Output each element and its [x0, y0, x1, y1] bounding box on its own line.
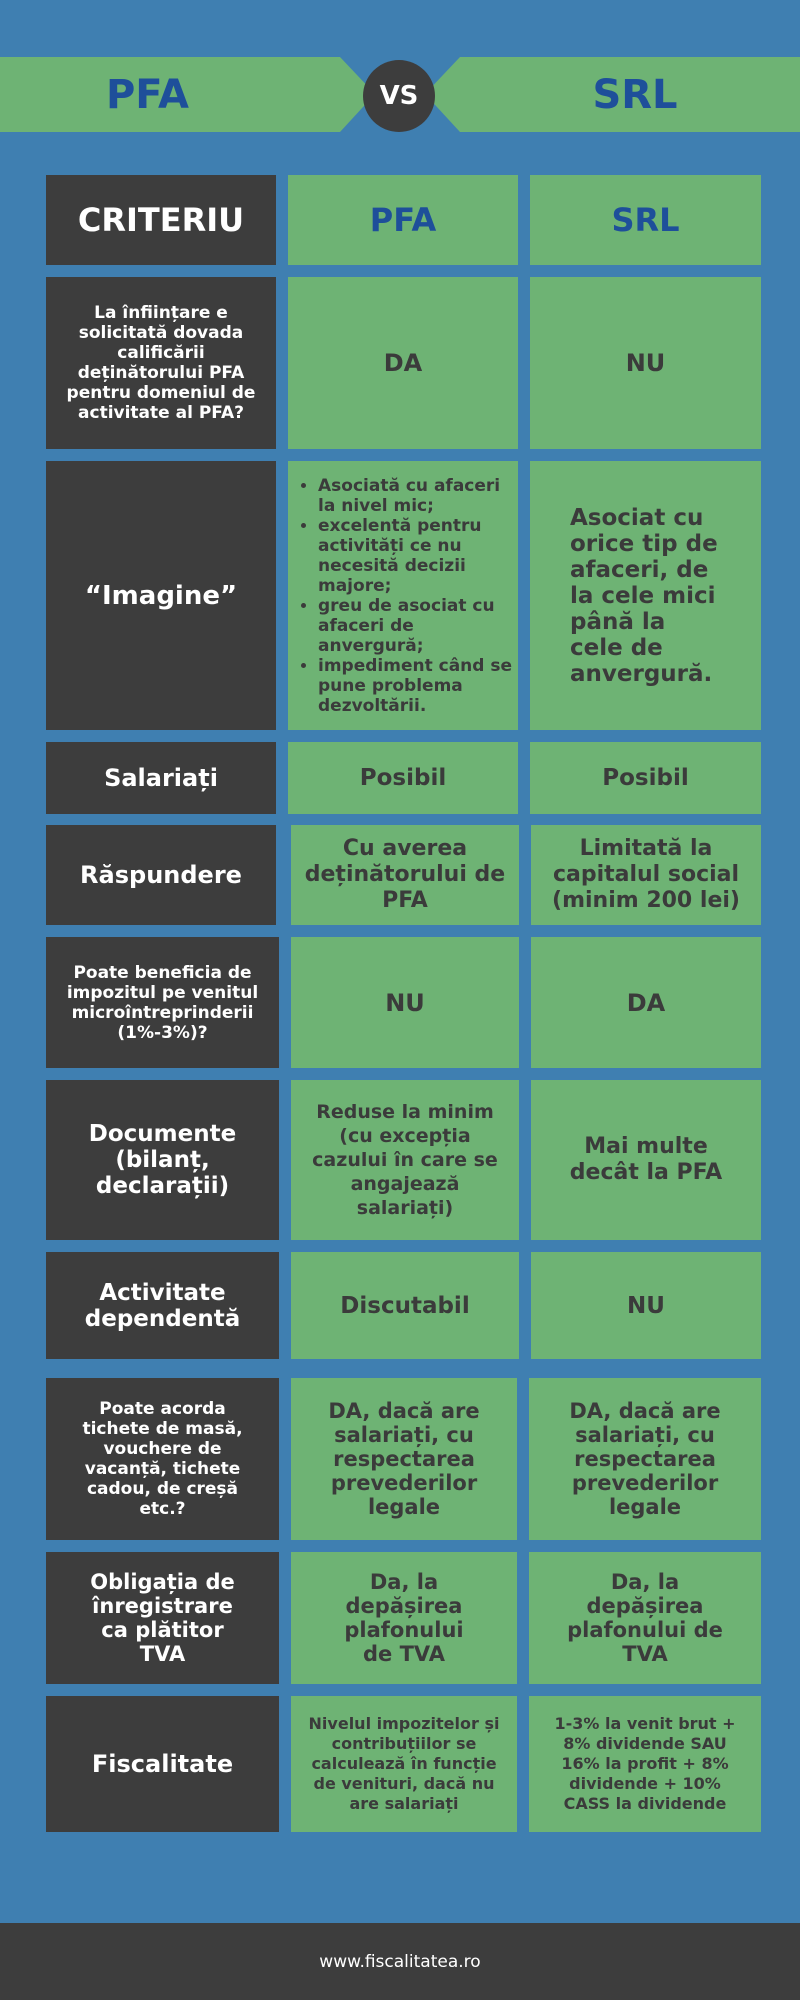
pfa-microintreprindere: NU: [291, 937, 519, 1068]
banner-pfa-title: PFA: [105, 72, 189, 118]
pfa-calificare: DA: [288, 277, 518, 449]
criterion-raspundere: Răspundere: [46, 825, 276, 925]
srl-documente: Mai multe decât la PFA: [531, 1080, 761, 1240]
criterion-tva: Obligația de înregistrare ca plătitor TVA: [46, 1552, 279, 1684]
list-item: • Asociată cu afaceri la nivel mic;: [318, 476, 514, 516]
criterion-calificare: La înființare e solicitată dovada calificării deținătorului PFA pentru domeniul de activitate al PFA?: [46, 277, 276, 449]
pfa-activitate-dependenta: Discutabil: [291, 1252, 519, 1359]
header-pfa: PFA: [288, 175, 518, 265]
list-item: • excelentă pentru activități ce nu necesită decizii majore;: [318, 516, 514, 596]
srl-microintreprindere: DA: [531, 937, 761, 1068]
criterion-activitate-dependenta: Activitate dependentă: [46, 1252, 279, 1359]
srl-calificare: NU: [530, 277, 761, 449]
pfa-tichete: DA, dacă are salariați, cu respectarea prevederilor legale: [291, 1378, 517, 1540]
srl-fiscalitate: 1-3% la venit brut + 8% dividende SAU 16% la profit + 8% dividende + 10% CASS la dividende: [529, 1696, 761, 1832]
pfa-imagine: [288, 461, 518, 730]
pfa-salariati: Posibil: [288, 742, 518, 814]
header-criteriu: CRITERIU: [46, 175, 276, 265]
criterion-documente: Documente (bilanț, declarații): [46, 1080, 279, 1240]
footer: [0, 1923, 800, 2000]
pfa-tva: Da, la depășirea plafonului de TVA: [291, 1552, 517, 1684]
pfa-documente: Reduse la minim (cu excepția cazului în care se angajează salariați): [291, 1080, 519, 1240]
criterion-salariati: Salariați: [46, 742, 276, 814]
vs-badge: [363, 60, 435, 132]
criterion-fiscalitate: Fiscalitate: [46, 1696, 279, 1832]
srl-raspundere: Limitată la capitalul social (minim 200 lei): [531, 825, 761, 925]
list-item: • impediment când se pune problema dezvoltării.: [318, 656, 514, 716]
srl-salariati: Posibil: [530, 742, 761, 814]
pfa-imagine-list: [288, 476, 514, 716]
criterion-imagine: “Imagine”: [46, 461, 276, 730]
list-item: • greu de asociat cu afaceri de anvergură;: [318, 596, 514, 656]
banner-srl-title: SRL: [592, 72, 678, 118]
srl-tva: Da, la depășirea plafonului de TVA: [529, 1552, 761, 1684]
srl-tichete: DA, dacă are salariați, cu respectarea prevederilor legale: [529, 1378, 761, 1540]
pfa-raspundere: Cu averea deținătorului de PFA: [291, 825, 519, 925]
pfa-fiscalitate: Nivelul impozitelor și contribuțiilor se calculează în funcție de venituri, dacă nu are salariați: [291, 1696, 517, 1832]
header-srl: SRL: [530, 175, 761, 265]
criterion-tichete: Poate acorda tichete de masă, vouchere de vacanță, tichete cadou, de creșă etc.?: [46, 1378, 279, 1540]
vs-label: VS: [379, 81, 419, 111]
criterion-microintreprindere: Poate beneficia de impozitul pe venitul microîntreprinderii (1%-3%)?: [46, 937, 279, 1068]
srl-imagine: Asociat cu orice tip de afaceri, de la cele mici până la cele de anvergură.: [530, 461, 761, 730]
footer-website-link[interactable]: www.fiscalitatea.ro: [319, 1951, 481, 1972]
srl-activitate-dependenta: NU: [531, 1252, 761, 1359]
